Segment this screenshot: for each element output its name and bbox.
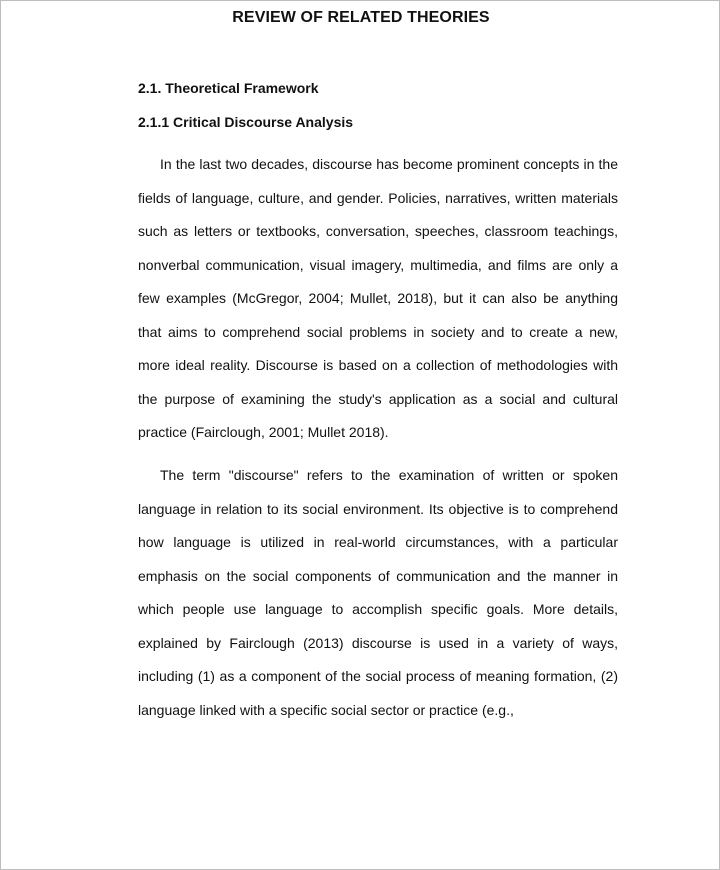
subsection-heading: 2.1.1 Critical Discourse Analysis [138,114,354,130]
body-paragraph-2: The term "discourse" refers to the examination of written or spoken language in relation to its social environment. Its objective is to comprehend how language is utilized in real-world circumstances, with a particular emphasis on the social components of communication and the manner in which people use language to accomplish specific goals. More details, explained by Fairclough (2013) discourse is used in a variety of ways, including (1) as a component of the social process of meaning formation, (2) language linked with a specific social sector or practice (e.g., [138,467,618,718]
page-title: REVIEW OF RELATED THEORIES [232,9,490,26]
section-heading: 2.1. Theoretical Framework [138,80,319,96]
body-paragraph-1: In the last two decades, discourse has become prominent concepts in the fields of language, culture, and gender. Policies, narratives, written materials such as letters or textbooks, conversation, speeches, classroom teachings, nonverbal communication, visual imagery, multimedia, and films are only a few examples (McGregor, 2004; Mullet, 2018), but it can also be anything that aims to comprehend social problems in society and to create a new, more ideal reality. Discourse is based on a collection of methodologies with the purpose of examining the study's application as a social and cultural practice (Fairclough, 2001; Mullet 2018). [138,156,618,440]
